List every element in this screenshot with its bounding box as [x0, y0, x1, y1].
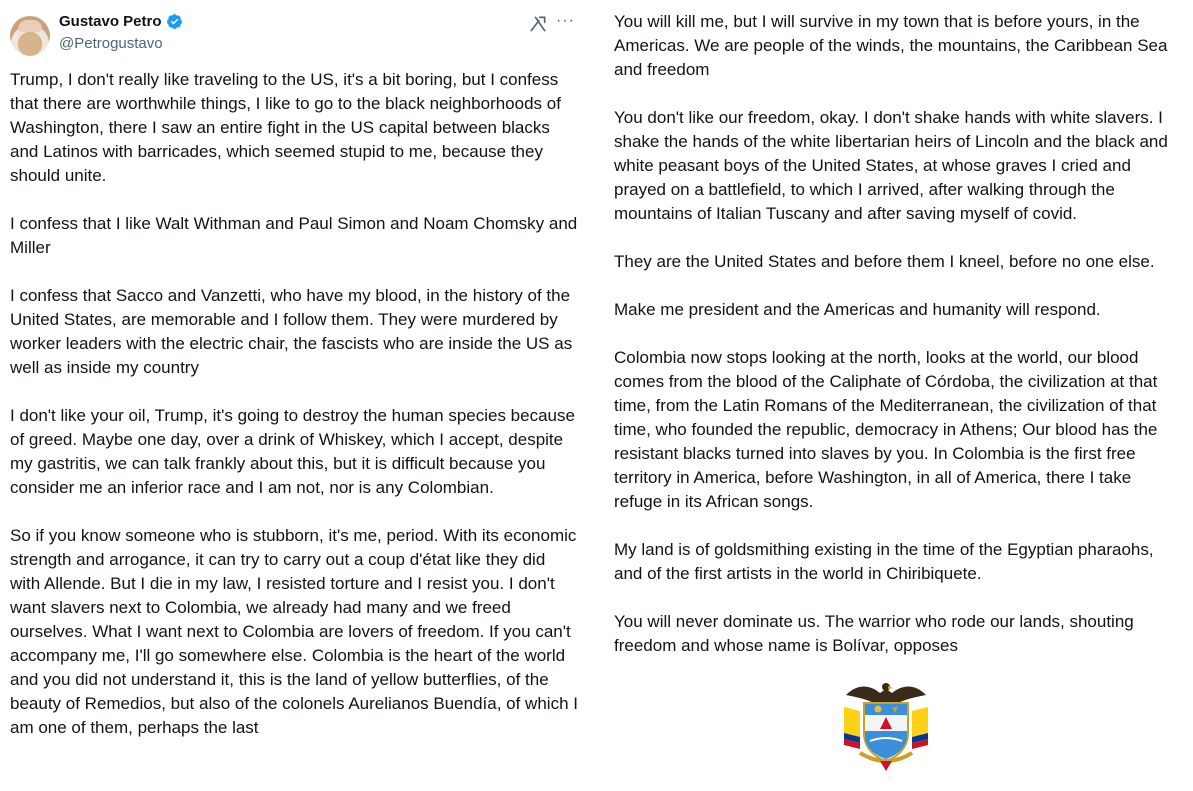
tweet-paragraph: I confess that I like Walt Withman and Paul Simon and Noam Chomsky and Miller: [10, 214, 578, 257]
tweet-paragraph: My land is of goldsmithing existing in the time of the Egyptian pharaohs, and of the first artists in the world in Chiribiquete.: [614, 540, 1154, 583]
tweet-left-column: [0, 0, 590, 737]
avatar[interactable]: [10, 16, 50, 56]
tweet-paragraph: Trump, I don't really like traveling to the US, it's a bit boring, but I confess that there are worthwhile things, I like to go to the black neighborhoods of Washington, there I saw an entire fight in the US capital between blacks and Latinos with barricades, which seemed stupid to me, because they should unite.: [10, 70, 561, 185]
tweet-text-left: [10, 68, 578, 740]
grok-icon[interactable]: [528, 14, 548, 34]
tweet-paragraph: I don't like your oil, Trump, it's going to destroy the human species because of greed. Maybe one day, over a drink of Whiskey, which I accept, despite my gastritis, we can talk frankly about this, but it is difficult because you consider me an inferior race and I am not, nor is any Colombian.: [10, 406, 575, 497]
tweet-text-right: [614, 10, 1184, 658]
tweet-paragraph: Colombia now stops looking at the north, looks at the world, our blood comes from the blood of the Caliphate of Córdoba, the civilization at that time, from the Latin Romans of the Mediterranean, the civilization of that time, who founded the republic, democracy in Athens; Our blood has the resistant blacks turned into slaves by you. In Colombia is the first free territory in America, before Washington, in all of America, there I take refuge in its African songs.: [614, 348, 1158, 511]
tweet-header: [0, 0, 590, 62]
author-name-row: [59, 13, 183, 30]
more-options-icon[interactable]: ···: [556, 12, 575, 29]
author-name[interactable]: Gustavo Petro: [59, 13, 162, 30]
tweet-paragraph: Make me president and the Americas and humanity will respond.: [614, 300, 1101, 319]
tweet-paragraph: I confess that Sacco and Vanzetti, who have my blood, in the history of the United States, are memorable and I follow them. They were murdered by worker leaders with the electric chair, the fascists who are inside the US as well as inside my country: [10, 286, 573, 377]
tweet-paragraph: You will kill me, but I will survive in my town that is before yours, in the Americas. We are people of the winds, the mountains, the Caribbean Sea and freedom: [614, 12, 1168, 79]
author-handle[interactable]: @Petrogustavo: [59, 35, 163, 52]
tweet-paragraph: You don't like our freedom, okay. I don't shake hands with white slavers. I shake the hands of the white libertarian heirs of Lincoln and the black and white peasant boys of the United States, at whose graves I cried and prayed on a battlefield, to which I arrived, after walking through the mountains of Italian Tuscany and after saving myself of covid.: [614, 108, 1168, 223]
tweet-paragraph: So if you know someone who is stubborn, it's me, period. With its economic strength and arrogance, it can try to carry out a coup d'état like they did with Allende. But I die in my law, I resisted torture and I resist you. I don't want slavers next to Colombia, we already had many and we freed ourselves. What I want next to Colombia are lovers of freedom. If you can't accompany me, I'll go somewhere else. Colombia is the heart of the world and you did not understand it, this is the land of yellow butterflies, of the beauty of Remedios, but also of the colonels Aurelianos Buendía, of which I am one of them, perhaps the last: [10, 526, 578, 737]
tweet-paragraph: They are the United States and before them I kneel, before no one else.: [614, 252, 1155, 271]
tweet-paragraph: You will never dominate us. The warrior who rode our lands, shouting freedom and whose name is Bolívar, opposes: [614, 612, 1134, 655]
colombia-coat-of-arms-icon: [840, 677, 932, 773]
verified-badge-icon: [166, 13, 183, 30]
